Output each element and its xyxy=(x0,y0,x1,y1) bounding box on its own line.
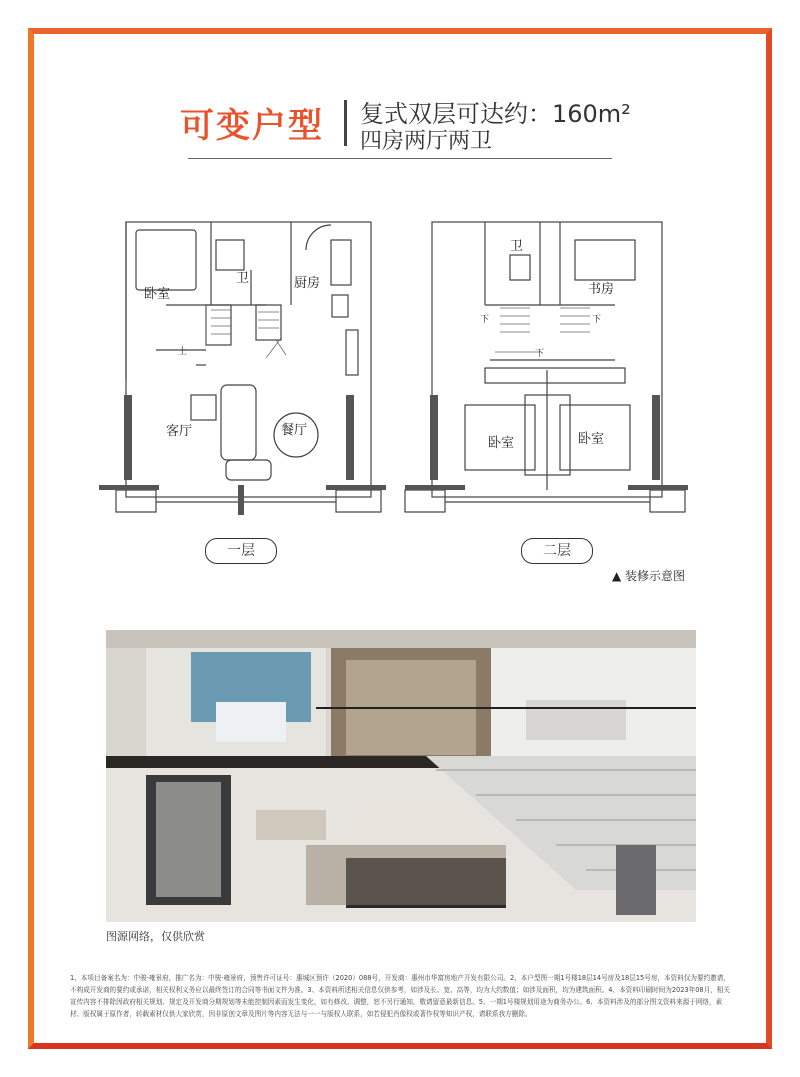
f1-stair-up: 上 xyxy=(178,347,188,357)
f1-dining-label: 餐厅 xyxy=(281,423,308,438)
floor2-label: 二层 xyxy=(521,538,593,564)
f1-living-label: 客厅 xyxy=(166,424,193,439)
decoration-caption: ▲ 装修示意图 xyxy=(612,569,686,583)
area-text: 复式双层可达约：160m² xyxy=(360,100,631,128)
photo-credit: 图源网络，仅供欣赏 xyxy=(106,930,205,943)
layout-text: 四房两厅两卫 xyxy=(360,129,493,154)
f1-bedroom-label: 卧室 xyxy=(144,287,171,302)
f2-bedroom-right-label: 卧室 xyxy=(578,432,605,447)
f2-bath-label: 卫 xyxy=(510,239,524,254)
interior-render-image xyxy=(106,630,696,922)
f2-stair-down-3: 下 xyxy=(535,349,545,359)
floor1-plan xyxy=(96,210,386,525)
f1-kitchen-label: 厨房 xyxy=(294,276,321,291)
page-title: 可变户型 xyxy=(180,106,324,146)
f2-study-label: 书房 xyxy=(588,282,615,297)
title-separator xyxy=(344,100,347,146)
disclaimer-footnote: 1、本项目备案名为：中骏·雍景府，推广名为：中骏·雍景府，预售许可证号：惠城区预许（2020）088号，开发商：惠州市华富房地产开发有限公司。2、本户型图一期1号楼18层14号房及18层15号房，本资料仅为要约邀请，不构成开发商的要约或承诺，相关权利义务应以最终签订的合同等书面文件为准。3、本资料所述相关信息仅供参考，如涉及长、宽、高等，均为大约数值；如涉及面积，均为建筑面积。4、本资料印刷时间为2023年08月，相关宣传内容不排除因政府相关规划、规定及开发商分期规划等未能控制因素而发生变化，如有修改、调整，恕不另行通知，敬请留意最新信息。5、一期1号楼规划用途为商务办公。6、本资料涉及的部分图文资料来源于网络，素材、版权属于原作者，转载素材仅供大家欣赏，因非原创文章及图片等内容无法与一一与版权人联系，如若侵犯肖像权或著作权等知识产权，请联系我方删除。 xyxy=(70,974,730,1018)
f2-stair-down-2: 下 xyxy=(592,315,602,325)
floor1-label: 一层 xyxy=(205,538,277,564)
f1-bath-label: 卫 xyxy=(236,271,250,286)
floor2-plan xyxy=(400,210,695,525)
f2-stair-down-1: 下 xyxy=(480,315,490,325)
title-underline xyxy=(188,158,612,159)
f2-bedroom-left-label: 卧室 xyxy=(488,436,515,451)
